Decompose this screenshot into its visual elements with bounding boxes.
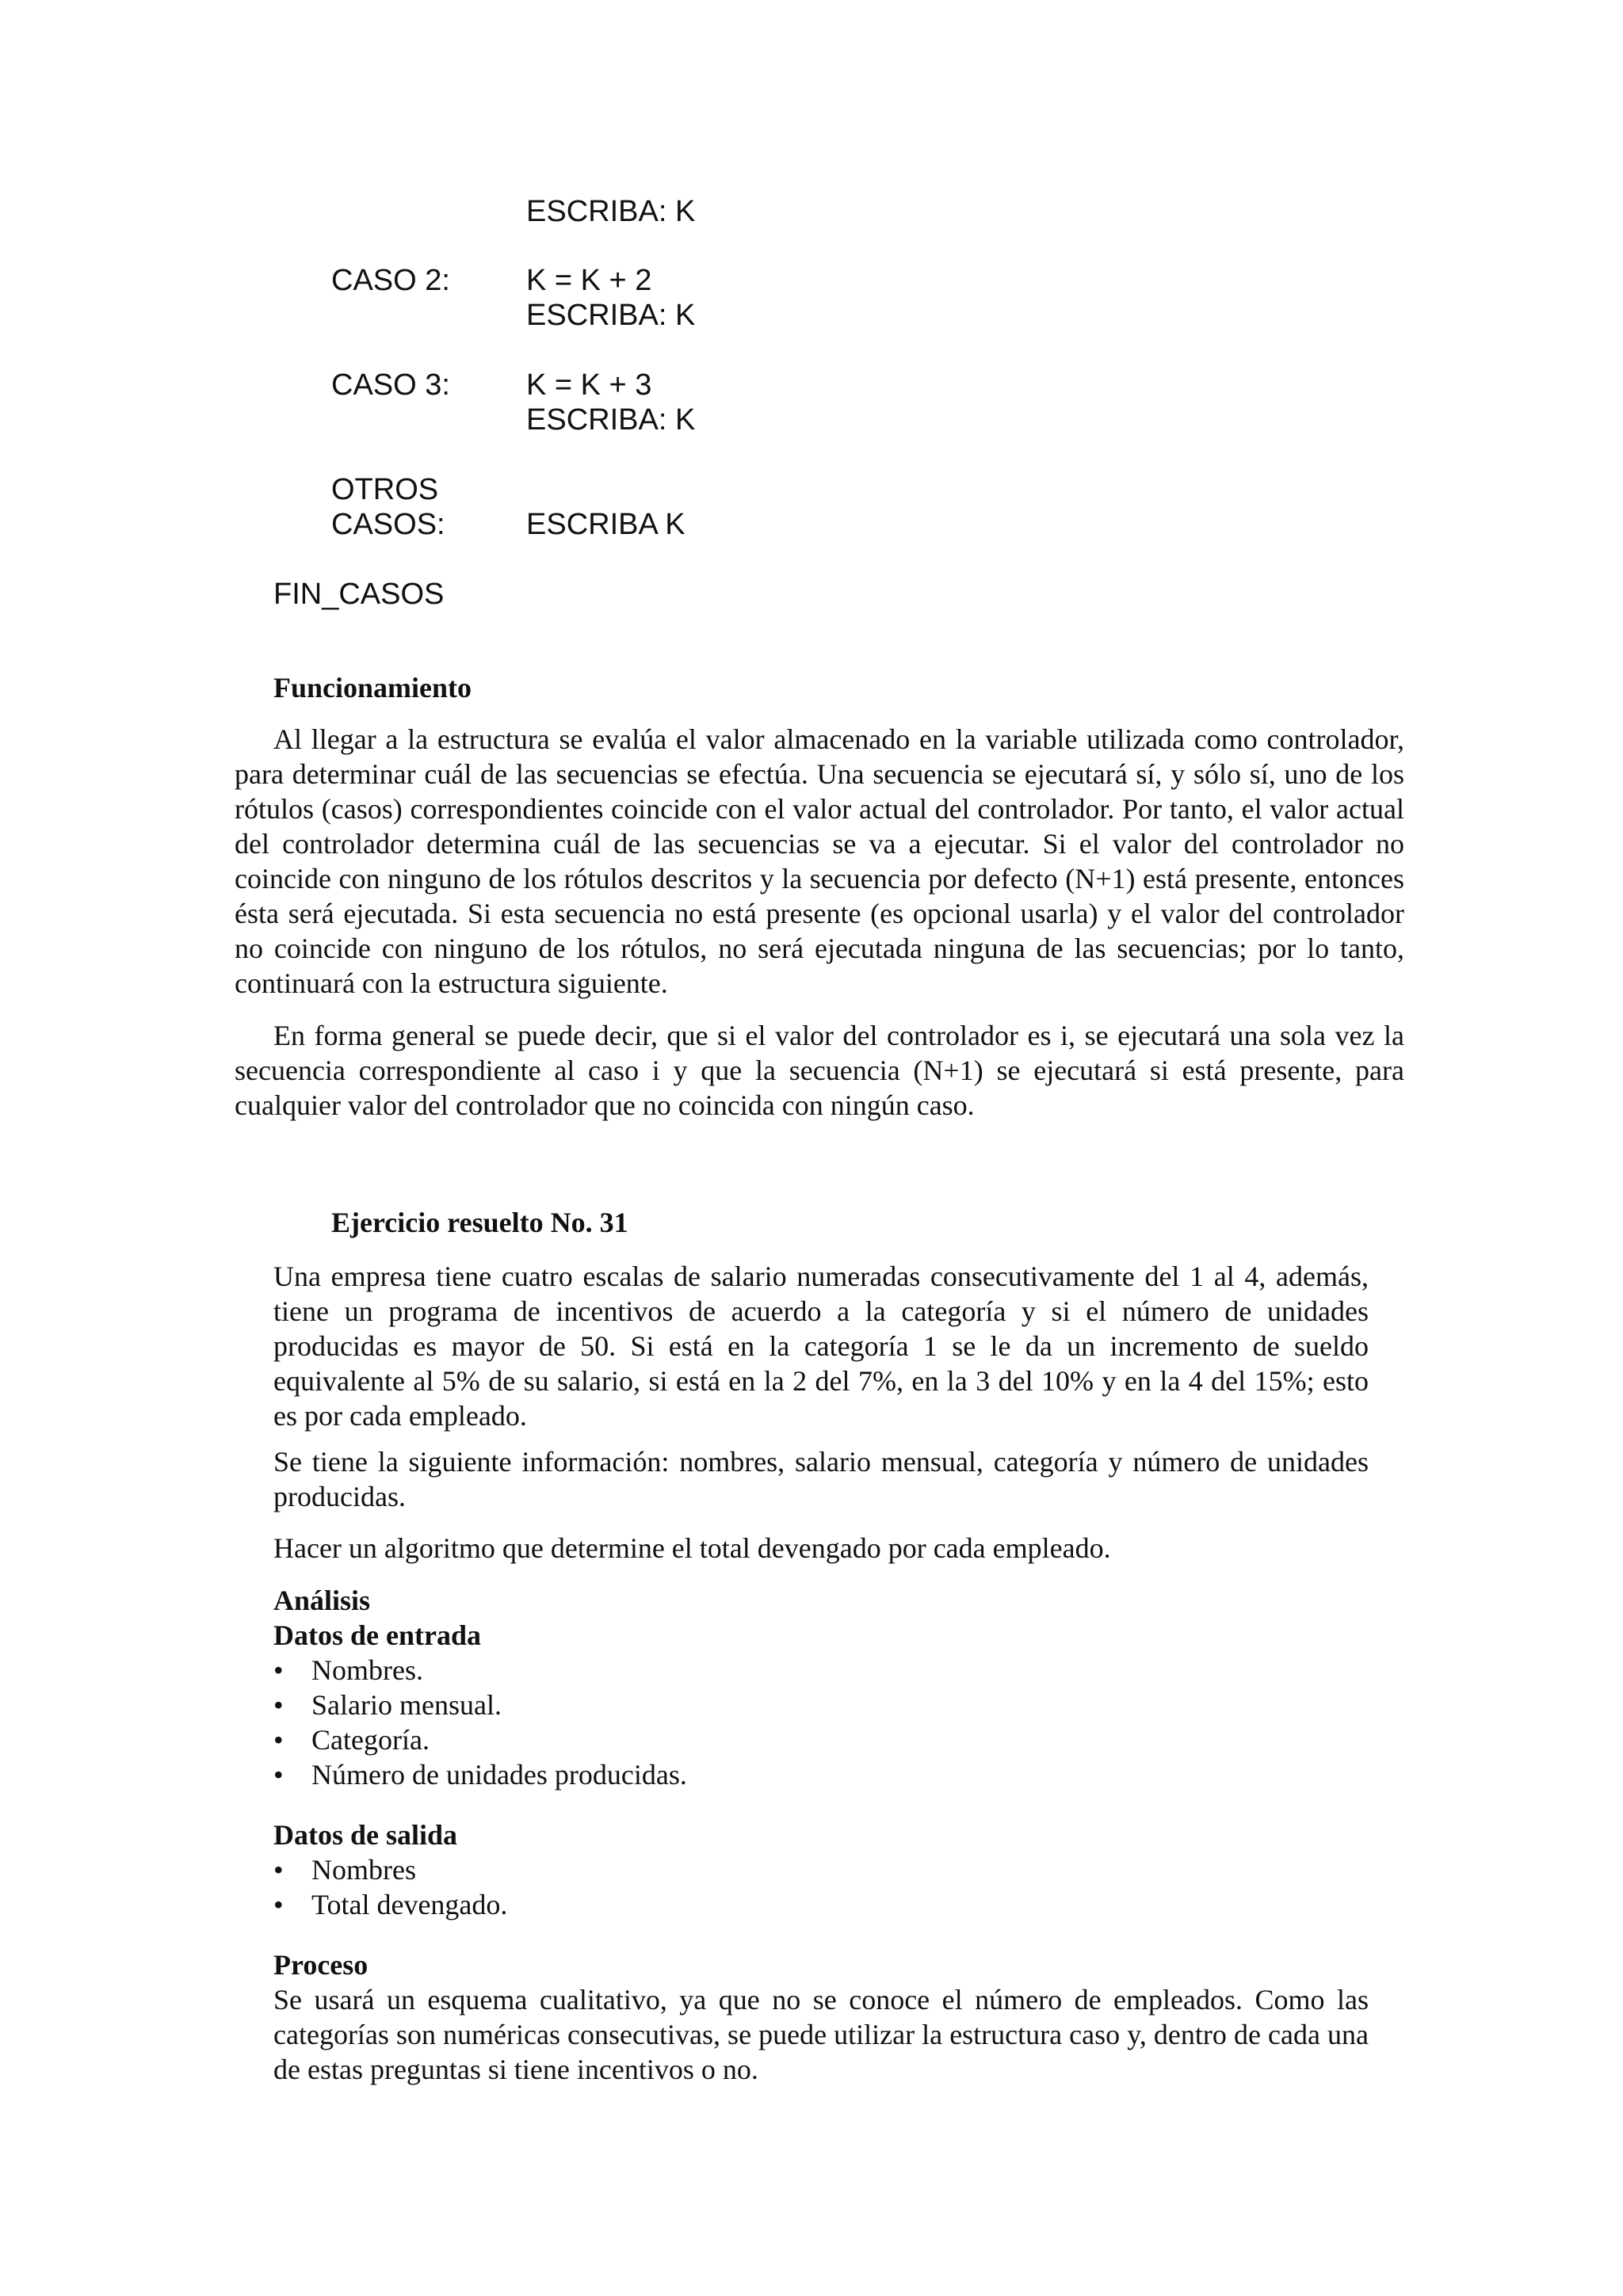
list-item: • Nombres.: [273, 1653, 687, 1688]
list-item: • Total devengado.: [273, 1887, 507, 1922]
input-data-heading: Datos de entrada: [273, 1619, 481, 1651]
case-2-label: CASO 2:: [331, 264, 450, 297]
case-2-statement: K = K + 2: [526, 264, 652, 297]
list-item: • Salario mensual.: [273, 1688, 687, 1722]
input-data-list: [273, 1653, 687, 1792]
case-3-statement: K = K + 3: [526, 368, 652, 402]
exercise-paragraph: Una empresa tiene cuatro escalas de salario numeradas consecutivamente del 1 al 4, además, tiene un programa de incentivos de acuerdo a la categoría y si el número de unidades producidas es mayor de 50. Si está en la categoría 1 se le da un incremento de sueldo equivalente al 5% de su salario, si está en la 2 del 7%, en la 3 del 10% y en la 4 del 15%; esto es por cada empleado.: [273, 1261, 1369, 1432]
case-3-label: CASO 3:: [331, 368, 450, 402]
other-cases-label: OTROS: [331, 473, 439, 506]
output-data-heading: Datos de salida: [273, 1819, 458, 1851]
analysis-heading: Análisis: [273, 1585, 371, 1616]
end-cases: FIN_CASOS: [273, 578, 445, 611]
funcionamiento-paragraph: Al llegar a la estructura se evalúa el valor almacenado en la variable utilizada como controlador, para determinar cuál de las secuencias se efectúa. Una secuencia se ejecutará sí, y sólo sí, uno de los rótulos (casos) correspondientes coincide con el valor actual del controlador. Por tanto, el valor actual del controlador determina cuál de las secuencias se va a ejecutar. Si el valor del controlador no coincide con ninguno de los rótulos descritos y la secuencia por defecto (N+1) está presente, entonces ésta será ejecutada. Si esta secuencia no está presente (es opcional usarla) y el valor del controlador no coincide con ninguno de los rótulos, no será ejecutada ninguna de las secuencias; por lo tanto, continuará con la estructura siguiente.: [235, 723, 1404, 999]
output-data-list: [273, 1852, 507, 1922]
case-2-statement: ESCRIBA: K: [526, 299, 696, 332]
list-item: • Número de unidades producidas.: [273, 1757, 687, 1792]
process-heading: Proceso: [273, 1949, 369, 1981]
section-heading-funcionamiento: Funcionamiento: [273, 672, 472, 704]
case-3-statement: ESCRIBA: K: [526, 403, 696, 437]
funcionamiento-paragraph: En forma general se puede decir, que si el valor del controlador es i, se ejecutará una sola vez la secuencia correspondiente al caso i y que la secuencia (N+1) se ejecutará si está presente, para cualquier valor del controlador que no coincida con ningún caso.: [235, 1020, 1404, 1121]
other-cases-label: CASOS:: [331, 508, 445, 541]
exercise-paragraph: Hacer un algoritmo que determine el total devengado por cada empleado.: [273, 1532, 1111, 1564]
list-item: • Categoría.: [273, 1722, 687, 1757]
exercise-heading: Ejercicio resuelto No. 31: [331, 1207, 628, 1238]
pseudocode-line: ESCRIBA: K: [526, 195, 696, 228]
list-item: • Nombres: [273, 1852, 507, 1887]
process-paragraph: Se usará un esquema cualitativo, ya que no se conoce el número de empleados. Como las categorías son numéricas consecutivas, se puede utilizar la estructura caso y, dentro de cada una de estas preguntas si tiene incentivos o no.: [273, 1984, 1369, 2085]
exercise-paragraph: Se tiene la siguiente información: nombres, salario mensual, categoría y número de unidades producidas.: [273, 1446, 1369, 1512]
other-cases-statement: ESCRIBA K: [526, 508, 685, 541]
